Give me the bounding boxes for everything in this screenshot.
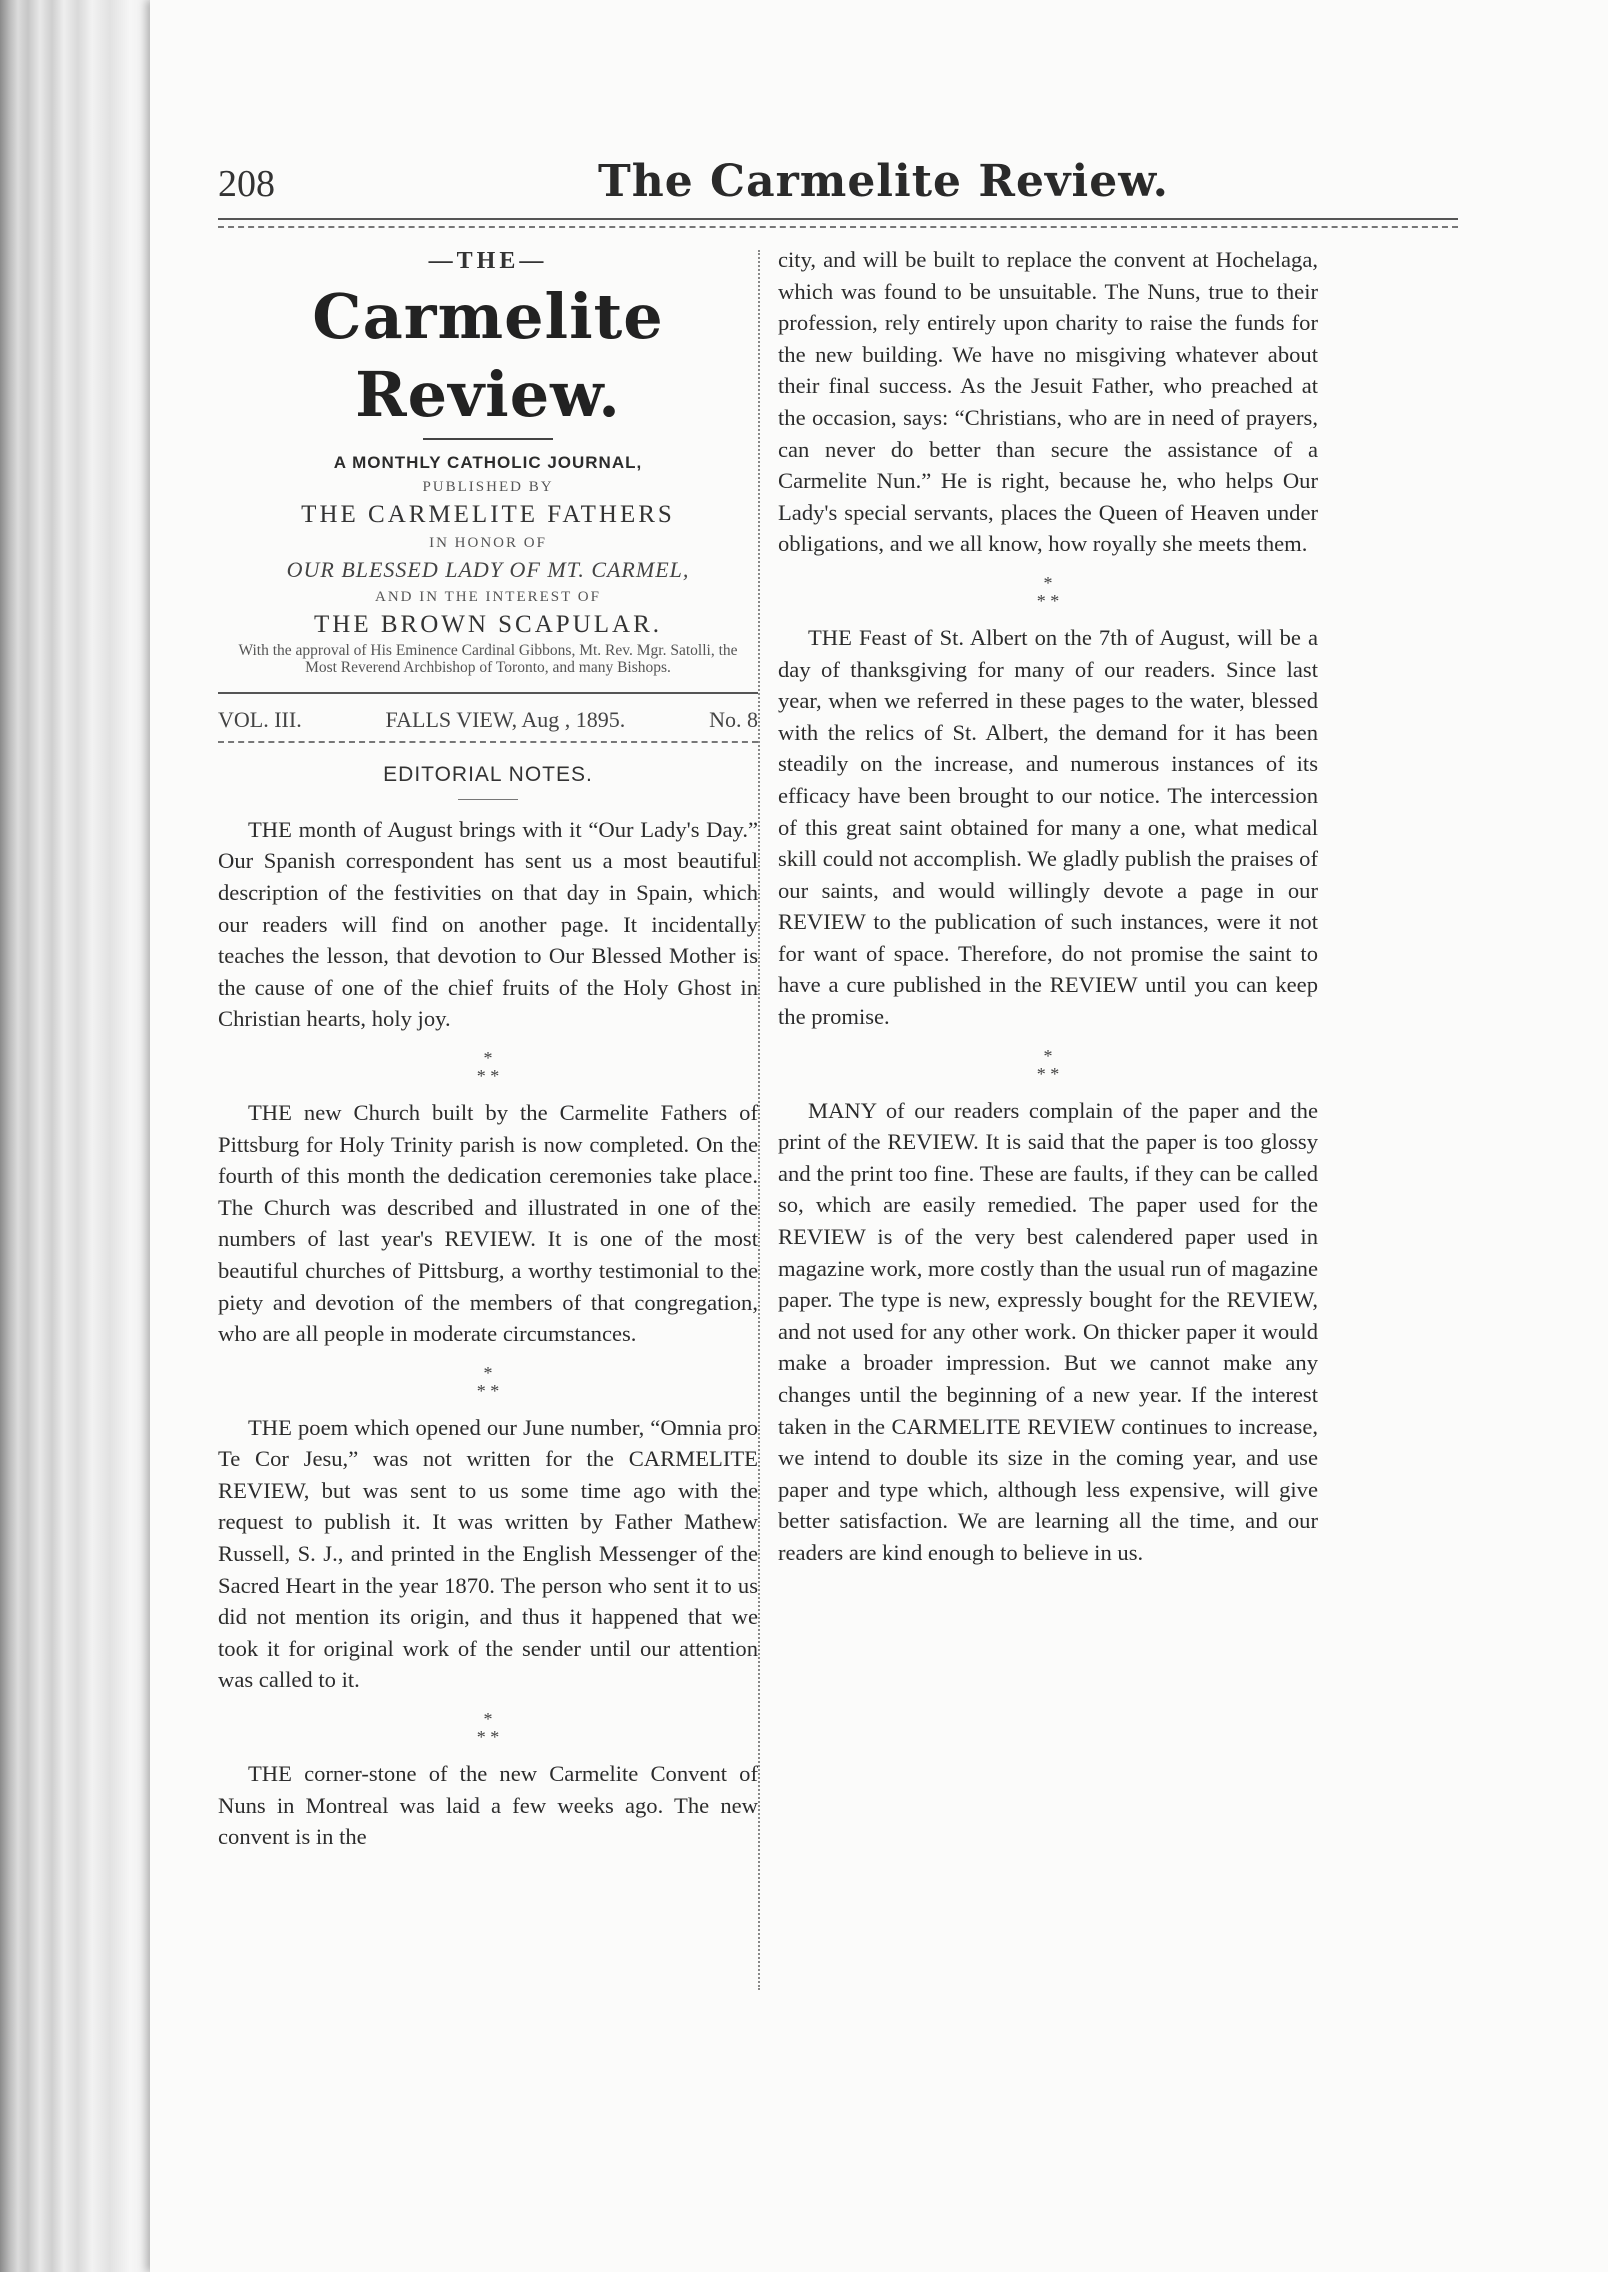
- masthead-line-6: AND IN THE INTEREST OF: [375, 588, 601, 605]
- masthead-line-2: PUBLISHED BY: [422, 478, 554, 495]
- column-divider: [758, 250, 760, 1990]
- paragraph-paper-print: MANY of our readers complain of the paper and the print of the REVIEW. It is said that the paper is too glossy and the print too fine. These are faults, if they can be called so, which are easily remedied. The paper used for the REVIEW is of the very best calendered paper used in magazine work, more costly than the usual run of magazine paper. The type is new, expressly bought for the REVIEW, and not used for any other work. On thicker paper it would make a broader impression. But we cannot make any changes until the beginning of a new year. If the interest taken in the CARMELITE REVIEW continues to increase, we intend to double its size in the coming year, and use paper and type which, although less expensive, will give better satisfaction. We are learning all the time, and our readers are kind enough to believe in us.: [778, 1097, 1318, 1565]
- asterism: * * *: [476, 1709, 500, 1748]
- asterism: * * *: [1036, 572, 1060, 611]
- asterism: * * *: [1036, 1045, 1060, 1084]
- left-column: [218, 244, 758, 1853]
- paragraph-new-church: THE new Church built by the Carmelite Fathers of Pittsburg for Holy Trinity parish is now completed. On the fourth of this month the dedication ceremonies take place. The Church was described and illustrated in one of the numbers of last year's REVIEW. It is one of the most beautiful churches of Pittsburg, a worthy testimonial to the piety and devotion of the members of that congregation, who are all people in moderate circumstances.: [218, 1099, 758, 1347]
- right-column: [778, 244, 1318, 1569]
- masthead-line-1: A MONTHLY CATHOLIC JOURNAL,: [333, 452, 643, 472]
- masthead-line-4: IN HONOR OF: [429, 534, 547, 551]
- paragraph-august: THE month of August brings with it “Our Lady's Day.” Our Spanish correspondent has sent us a most beautiful description of the festivities on that day in Spain, which our readers will find on another page. It incidentally teaches the lesson, that devotion to Our Blessed Mother is the cause of one of the chief fruits of the Holy Ghost in Christian hearts, holy joy.: [218, 816, 758, 1032]
- asterism: * * *: [476, 1362, 500, 1401]
- issue-line: [218, 692, 758, 744]
- paragraph-convent-continued: city, and will be built to replace the convent at Hochelaga, which was found to be unsuitable. The Nuns, true to their profession, rely entirely upon charity to raise the funds for the new building. We have no misgiving whatever about their final success. As the Jesuit Father, who preached at the occasion, says: “Christians, who are in need of prayers, can never do better than secure the assistance of a Carmelite Nun.” He is right, because he, who helps Our Lady's special servants, places the Queen of Heaven under obligations, and we all know, how royally she meets them.: [778, 247, 1318, 557]
- header-rule: [218, 218, 1458, 228]
- paragraph-poem: THE poem which opened our June number, “Omnia pro Te Cor Jesu,” was not written for the CARMELITE REVIEW, but was sent to us some time ago with the request to publish it. It was written by Father Mathew Russell, S. J., and printed in the English Messenger of the Sacred Heart in the year 1870. The person who sent it to us did not mention its origin, and thus it happened that we took it for original work of the sender until our attention was called to it.: [218, 1414, 758, 1693]
- running-head-title: The Carmelite Review.: [598, 156, 1169, 207]
- section-title: EDITORIAL NOTES.: [383, 763, 593, 787]
- masthead-line-5: OUR BLESSED LADY OF MT. CARMEL,: [286, 556, 690, 582]
- masthead: [218, 246, 758, 676]
- masthead-line-7: THE BROWN SCAPULAR.: [314, 610, 662, 638]
- paragraph-st-albert: THE Feast of St. Albert on the 7th of August, will be a day of thanksgiving for many of our readers. Since last year, when we referred in these pages to the water, blessed with the relics of St. Albert, the demand for it has been steadily on the increase, and numerous instances of its efficacy have been brought to our notice. The intercession of this great saint obtained for many a one, what medical skill could not accomplish. We gladly publish the praises of our saints, and would willingly devote a page in our REVIEW to the publication of such instances, were it not for want of space. Therefore, do not promise the saint to have a cure published in the REVIEW until you can keep the promise.: [778, 624, 1318, 1030]
- paragraph-corner-stone: THE corner-stone of the new Carmelite Convent of Nuns in Montreal was laid a few weeks ago. The new convent is in the: [218, 1761, 758, 1850]
- issue-volume: VOL. III.: [218, 706, 302, 732]
- masthead-approval: With the approval of His Eminence Cardinal Gibbons, Mt. Rev. Mgr. Satolli, the Most Reverend Archbishop of Toronto, and many Bishops.: [238, 641, 738, 676]
- masthead-line-3: THE CARMELITE FATHERS: [301, 500, 675, 528]
- asterism: * * *: [476, 1047, 500, 1086]
- book-page-edges: [0, 0, 160, 2272]
- masthead-rule: [423, 438, 553, 440]
- running-head: [218, 152, 1458, 222]
- masthead-the: —THE—: [428, 248, 548, 274]
- issue-number: No. 8: [709, 706, 758, 732]
- masthead-title: Carmelite Review.: [312, 279, 664, 431]
- issue-place-date: FALLS VIEW, Aug , 1895.: [385, 706, 626, 732]
- section-rule: [458, 799, 518, 800]
- page-number: 208: [218, 163, 275, 205]
